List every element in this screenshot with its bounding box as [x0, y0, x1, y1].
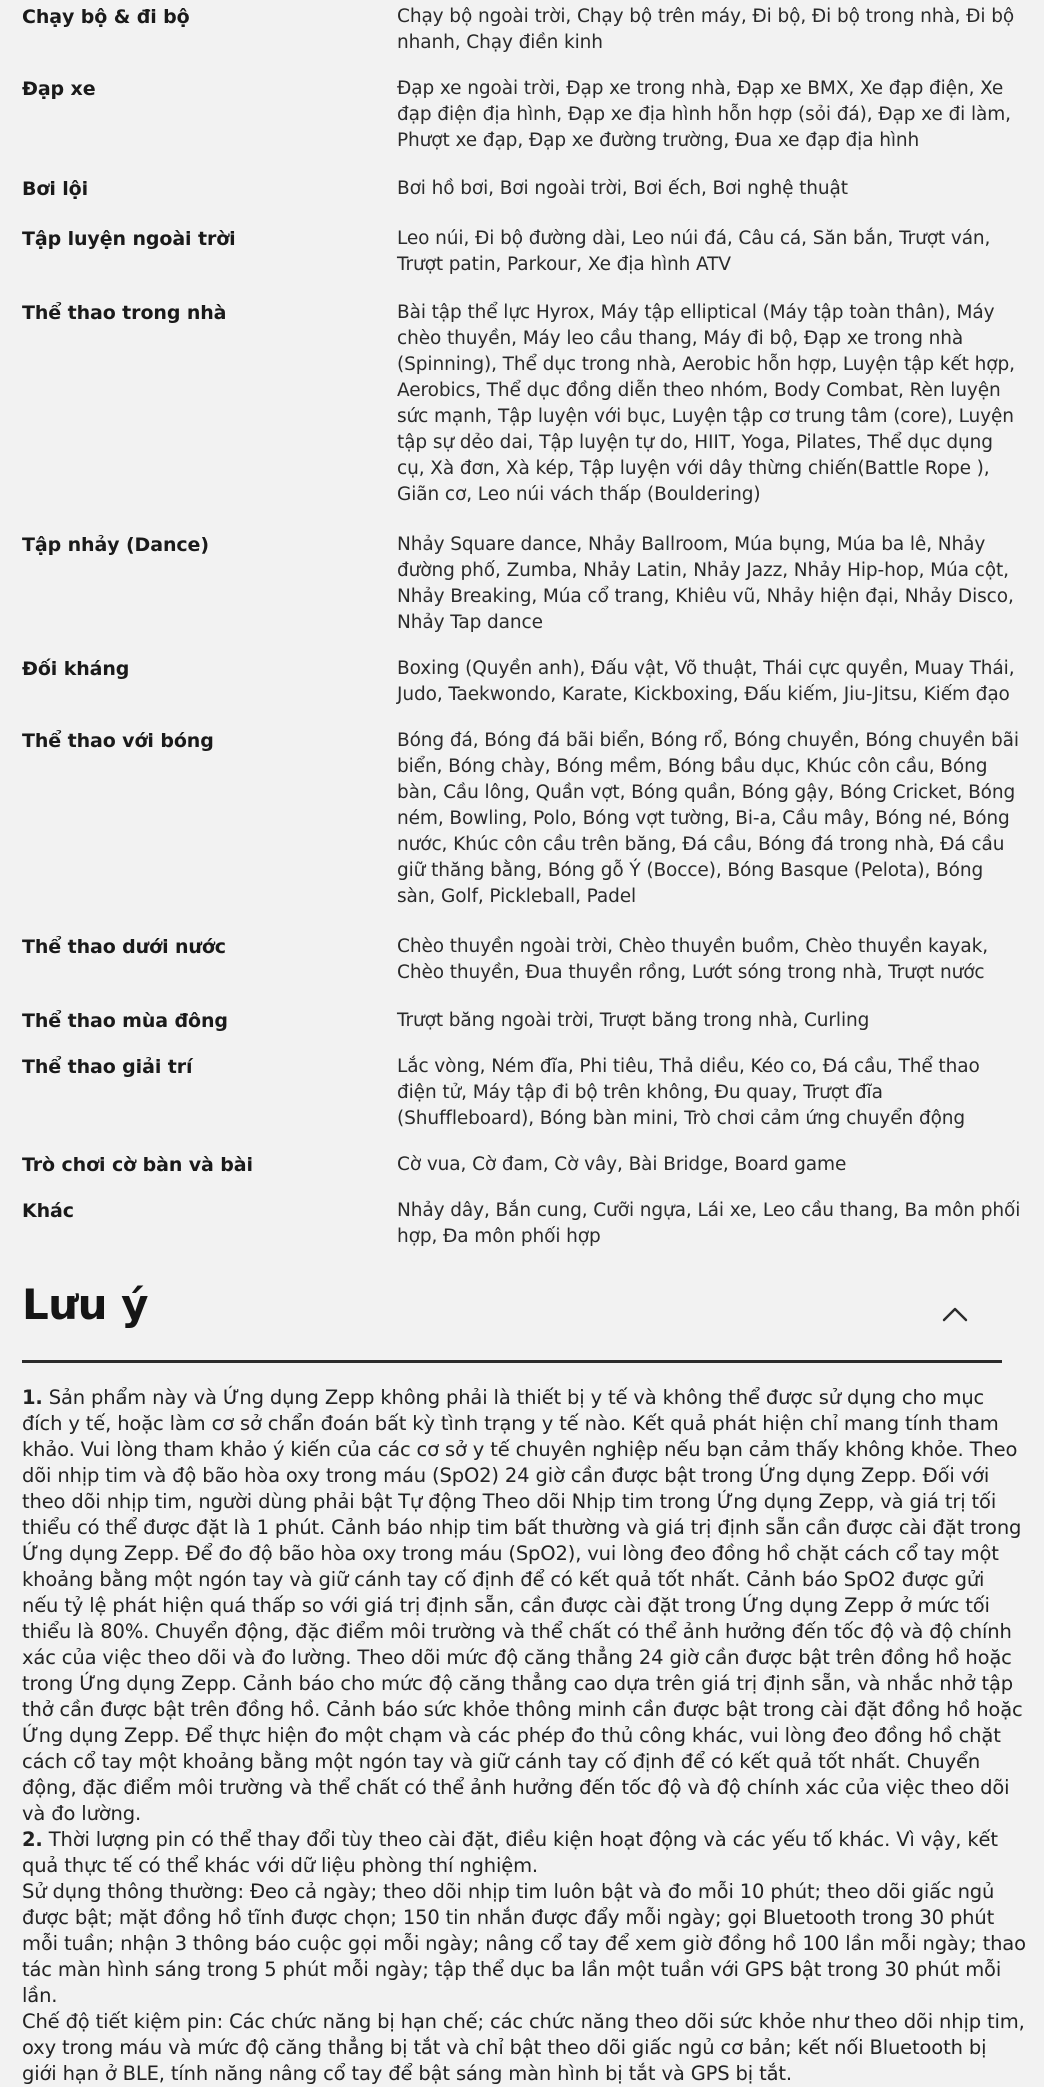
sport-category-row: [22, 4, 1022, 56]
sport-category-row: [22, 300, 1022, 508]
sport-category-name: Thể thao với bóng: [22, 730, 214, 752]
sport-category-name: Trò chơi cờ bàn và bài: [22, 1154, 253, 1176]
sport-mode-list: Đạp xe ngoài trời, Đạp xe trong nhà, Đạp xe BMX, Xe đạp điện, Xe đạp điện địa hình, Đạp xe địa hình hỗn hợp (sỏi đá), Đạp xe đi làm, Phượt xe đạp, Đạp xe đường trường, Đua xe đạp địa hình: [397, 78, 1011, 151]
sport-category-name: Thể thao trong nhà: [22, 302, 227, 324]
sport-category-row: [22, 656, 1022, 708]
sport-category-name: Khác: [22, 1200, 74, 1222]
notes-section-header[interactable]: [22, 1276, 1002, 1363]
sport-mode-list: Trượt băng ngoài trời, Trượt băng trong nhà, Curling: [397, 1010, 870, 1031]
sport-mode-list: Bài tập thể lực Hyrox, Máy tập elliptical (Máy tập toàn thân), Máy chèo thuyền, Máy leo cầu thang, Máy đi bộ, Đạp xe trong nhà (Spinning), Thể dục trong nhà, Aerobic hỗn hợp, Luyện tập kết hợp, Aerobics, Thể dục đồng diễn theo nhóm, Body Combat, Rèn luyện sức mạnh, Tập luyện với bục, Luyện tập cơ trung tâm (core), Luyện tập sự dẻo dai, Tập luyện tự do, HIIT, Yoga, Pilates, Thể dục dụng cụ, Xà đơn, Xà kép, Tập luyện với dây thừng chiến(Battle Rope ), Giãn cơ, Leo núi vách thấp (Bouldering): [397, 302, 1015, 505]
sport-category-row: [22, 1152, 1022, 1178]
sport-category-row: [22, 1008, 1022, 1034]
sport-category-row: [22, 728, 1022, 910]
notes-body: [22, 1385, 1026, 2087]
power-saving-text: Chế độ tiết kiệm pin: Các chức năng bị hạn chế; các chức năng theo dõi sức khỏe như theo dõi nhịp tim, oxy trong máu và mức độ căng thẳng bị tắt và chỉ bật theo dõi giấc ngủ cơ bản; kết nối Bluetooth bị giới hạn ở BLE, tính năng nâng cổ tay để bật sáng màn hình bị tắt và GPS bị tắt.: [22, 2010, 1025, 2085]
sport-category-row: [22, 1054, 1022, 1132]
note-text: Thời lượng pin có thể thay đổi tùy theo cài đặt, điều kiện hoạt động và các yếu tố khác. Vì vậy, kết quả thực tế có thể khác với dữ liệu phòng thí nghiệm.: [22, 1828, 998, 1877]
sport-mode-list: Chạy bộ ngoài trời, Chạy bộ trên máy, Đi bộ, Đi bộ trong nhà, Đi bộ nhanh, Chạy điền kinh: [397, 6, 1015, 53]
sport-category-name: Chạy bộ & đi bộ: [22, 6, 190, 28]
sport-category-row: [22, 226, 1022, 278]
sport-category-name: Thể thao mùa đông: [22, 1010, 228, 1032]
normal-usage-text: Sử dụng thông thường: Đeo cả ngày; theo dõi nhịp tim luôn bật và đo mỗi 10 phút; theo dõi giấc ngủ được bật; mặt đồng hồ tĩnh được chọn; 150 tin nhắn được đẩy mỗi ngày; gọi Bluetooth trong 30 phút mỗi tuần; nhận 3 thông báo cuộc gọi mỗi ngày; nâng cổ tay để xem giờ đồng hồ 100 lần mỗi ngày; thao tác màn hình sáng trong 5 phút mỗi ngày; tập thể dục ba lần một tuần với GPS bật trong 30 phút mỗi lần.: [22, 1880, 1026, 2007]
note-text: Sản phẩm này và Ứng dụng Zepp không phải là thiết bị y tế và không thể được sử dụng cho mục đích y tế, hoặc làm cơ sở chẩn đoán bất kỳ tình trạng y tế nào. Kết quả phát hiện chỉ mang tính tham khảo. Vui lòng tham khảo ý kiến của các cơ sở y tế chuyên nghiệp nếu bạn cảm thấy không khỏe. Theo dõi nhịp tim và độ bão hòa oxy trong máu (SpO2) 24 giờ cần được bật trong Ứng dụng Zepp. Đối với theo dõi nhịp tim, người dùng phải bật Tự động Theo dõi Nhịp tim trong Ứng dụng Zepp, và giá trị tối thiểu có thể được đặt là 1 phút. Cảnh báo nhịp tim bất thường và giá trị định sẵn cần được cài đặt trong Ứng dụng Zepp. Để đo độ bão hòa oxy trong máu (SpO2), vui lòng đeo đồng hồ chặt cách cổ tay một khoảng bằng một ngón tay và giữ cánh tay cố định để có kết quả tốt nhất. Cảnh báo SpO2 được gửi nếu tỷ lệ phát hiện quá thấp so với giá trị định sẵn, cần được cài đặt trong Ứng dụng Zepp ở mức tối thiểu là 80%. Chuyển động, đặc điểm môi trường và thể chất có thể ảnh hưởng đến tốc độ và độ chính xác của việc theo dõi và đo lường. Theo dõi mức độ căng thẳng 24 giờ cần được bật trên đồng hồ hoặc trong Ứng dụng Zepp. Cảnh báo cho mức độ căng thẳng cao dựa trên giá trị định sẵn, và nhắc nhở tập thở cần được bật trên đồng hồ. Cảnh báo sức khỏe thông minh cần được bật trong cài đặt đồng hồ hoặc Ứng dụng Zepp. Để thực hiện đo một chạm và các phép đo thủ công khác, vui lòng đeo đồng hồ chặt cách cổ tay một khoảng bằng một ngón tay và giữ cánh tay cố định để có kết quả tốt nhất. Chuyển động, đặc điểm môi trường và thể chất có thể ảnh hưởng đến tốc độ và độ chính xác của việc theo dõi và đo lường.: [22, 1386, 1023, 1825]
note-number: 2.: [22, 1828, 43, 1851]
sport-category-name: Tập nhảy (Dance): [22, 534, 209, 556]
sport-mode-list: Leo núi, Đi bộ đường dài, Leo núi đá, Câu cá, Săn bắn, Trượt ván, Trượt patin, Parkour, Xe địa hình ATV: [397, 228, 991, 275]
chevron-up-icon[interactable]: [938, 1298, 972, 1332]
sport-category-name: Thể thao giải trí: [22, 1056, 193, 1078]
sport-mode-list: Nhảy Square dance, Nhảy Ballroom, Múa bụng, Múa ba lê, Nhảy đường phố, Zumba, Nhảy Latin, Nhảy Jazz, Nhảy Hip-hop, Múa cột, Nhảy Breaking, Múa cổ trang, Khiêu vũ, Nhảy hiện đại, Nhảy Disco, Nhảy Tap dance: [397, 534, 1014, 633]
sport-category-row: [22, 1198, 1022, 1250]
note-2: [22, 1827, 1026, 1879]
sport-modes-table: [22, 4, 1022, 1250]
sport-category-row: [22, 76, 1022, 154]
sport-mode-list: Lắc vòng, Ném đĩa, Phi tiêu, Thả diều, Kéo co, Đá cầu, Thể thao điện tử, Máy tập đi bộ trên không, Đu quay, Trượt đĩa (Shuffleboard), Bóng bàn mini, Trò chơi cảm ứng chuyển động: [397, 1056, 980, 1129]
sport-category-name: Đối kháng: [22, 658, 130, 680]
sport-mode-list: Boxing (Quyền anh), Đấu vật, Võ thuật, Thái cực quyền, Muay Thái, Judo, Taekwondo, Karate, Kickboxing, Đấu kiếm, Jiu-Jitsu, Kiếm đạo: [397, 658, 1015, 705]
sport-mode-list: Cờ vua, Cờ đam, Cờ vây, Bài Bridge, Board game: [397, 1154, 847, 1175]
sport-category-name: Tập luyện ngoài trời: [22, 228, 236, 250]
sport-mode-list: Bơi hồ bơi, Bơi ngoài trời, Bơi ếch, Bơi nghệ thuật: [397, 178, 848, 199]
note-number: 1.: [22, 1386, 43, 1409]
sport-category-row: [22, 934, 1022, 986]
sport-category-row: [22, 532, 1022, 636]
sport-category-name: Đạp xe: [22, 78, 96, 100]
sport-mode-list: Bóng đá, Bóng đá bãi biển, Bóng rổ, Bóng chuyền, Bóng chuyền bãi biển, Bóng chày, Bóng mềm, Bóng bầu dục, Khúc côn cầu, Bóng bàn, Cầu lông, Quần vợt, Bóng quần, Bóng gậy, Bóng Cricket, Bóng ném, Bowling, Polo, Bóng vợt tường, Bi-a, Cầu mây, Bóng né, Bóng nước, Khúc côn cầu trên băng, Đá cầu, Bóng đá trong nhà, Đá cầu giữ thăng bằng, Bóng gỗ Ý (Bocce), Bóng Basque (Pelota), Bóng sàn, Golf, Pickleball, Padel: [397, 730, 1019, 907]
sport-mode-list: Nhảy dây, Bắn cung, Cưỡi ngựa, Lái xe, Leo cầu thang, Ba môn phối hợp, Đa môn phối hợp: [397, 1200, 1021, 1247]
note-1: [22, 1385, 1026, 1827]
sport-category-row: [22, 176, 1022, 202]
sport-mode-list: Chèo thuyền ngoài trời, Chèo thuyền buồm, Chèo thuyền kayak, Chèo thuyền, Đua thuyền rồng, Lướt sóng trong nhà, Trượt nước: [397, 936, 988, 983]
sport-category-name: Bơi lội: [22, 178, 89, 200]
sport-category-name: Thể thao dưới nước: [22, 936, 226, 958]
notes-title: Lưu ý: [22, 1280, 149, 1329]
